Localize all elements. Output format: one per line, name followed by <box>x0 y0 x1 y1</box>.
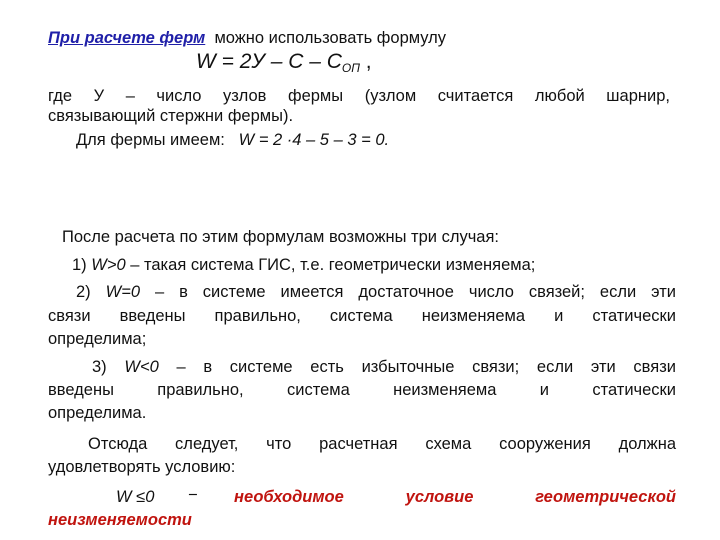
case-2-number: 2) <box>76 283 91 301</box>
case-2-line-1 <box>48 282 676 302</box>
explanation-line-1: где У – число узлов фермы (узлом считается любой шарнир, <box>48 87 670 105</box>
case-3-condition: W<0 <box>124 358 159 376</box>
case-3-line-2: введены правильно, система неизменяема и статически <box>48 381 676 399</box>
formula-main: W = 2У – С – С <box>196 50 342 73</box>
case-2-text: – в системе имеется достаточное число связей; если эти <box>154 283 676 301</box>
case-2-line-3: определима; <box>48 330 147 348</box>
example-line <box>76 130 389 150</box>
condition-text-line-1: необходимое условие геометрической <box>234 488 676 506</box>
case-3-text: – в системе есть избыточные связи; если эти связи <box>176 358 676 376</box>
case-3-line-3: определима. <box>48 404 147 422</box>
conclusion-line-2: удовлетворять условию: <box>48 458 236 476</box>
example-label: Для фермы имеем: <box>76 131 225 149</box>
intro-line <box>48 28 446 48</box>
conclusion-line-1: Отсюда следует, что расчетная схема сооружения должна <box>88 435 676 453</box>
count-formula <box>196 50 372 75</box>
case-1-number: 1) <box>72 256 87 274</box>
case-3-line-1 <box>48 357 676 377</box>
case-2-condition: W=0 <box>105 283 141 301</box>
case-1-text: – такая система ГИС, т.е. геометрически изменяема; <box>130 256 536 274</box>
condition-text-line-2: неизменяемости <box>48 511 192 529</box>
case-1 <box>72 255 535 275</box>
formula-tail: , <box>365 50 372 73</box>
case-1-condition: W>0 <box>91 256 126 274</box>
condition-formula: W ≤0 <box>116 488 155 506</box>
case-3-number: 3) <box>92 358 107 376</box>
explanation-line-2: связывающий стержни фермы). <box>48 107 294 125</box>
cases-intro: После расчета по этим формулам возможны три случая: <box>62 228 500 246</box>
intro-text: можно использовать формулу <box>214 29 447 47</box>
condition-dash: − <box>188 486 198 504</box>
formula-subscript: ОП <box>341 61 360 75</box>
section-heading: При расчете ферм <box>48 29 206 47</box>
example-value: W = 2 ·4 – 5 – 3 = 0. <box>238 131 390 149</box>
case-2-line-2: связи введены правильно, система неизменяема и статически <box>48 307 676 325</box>
